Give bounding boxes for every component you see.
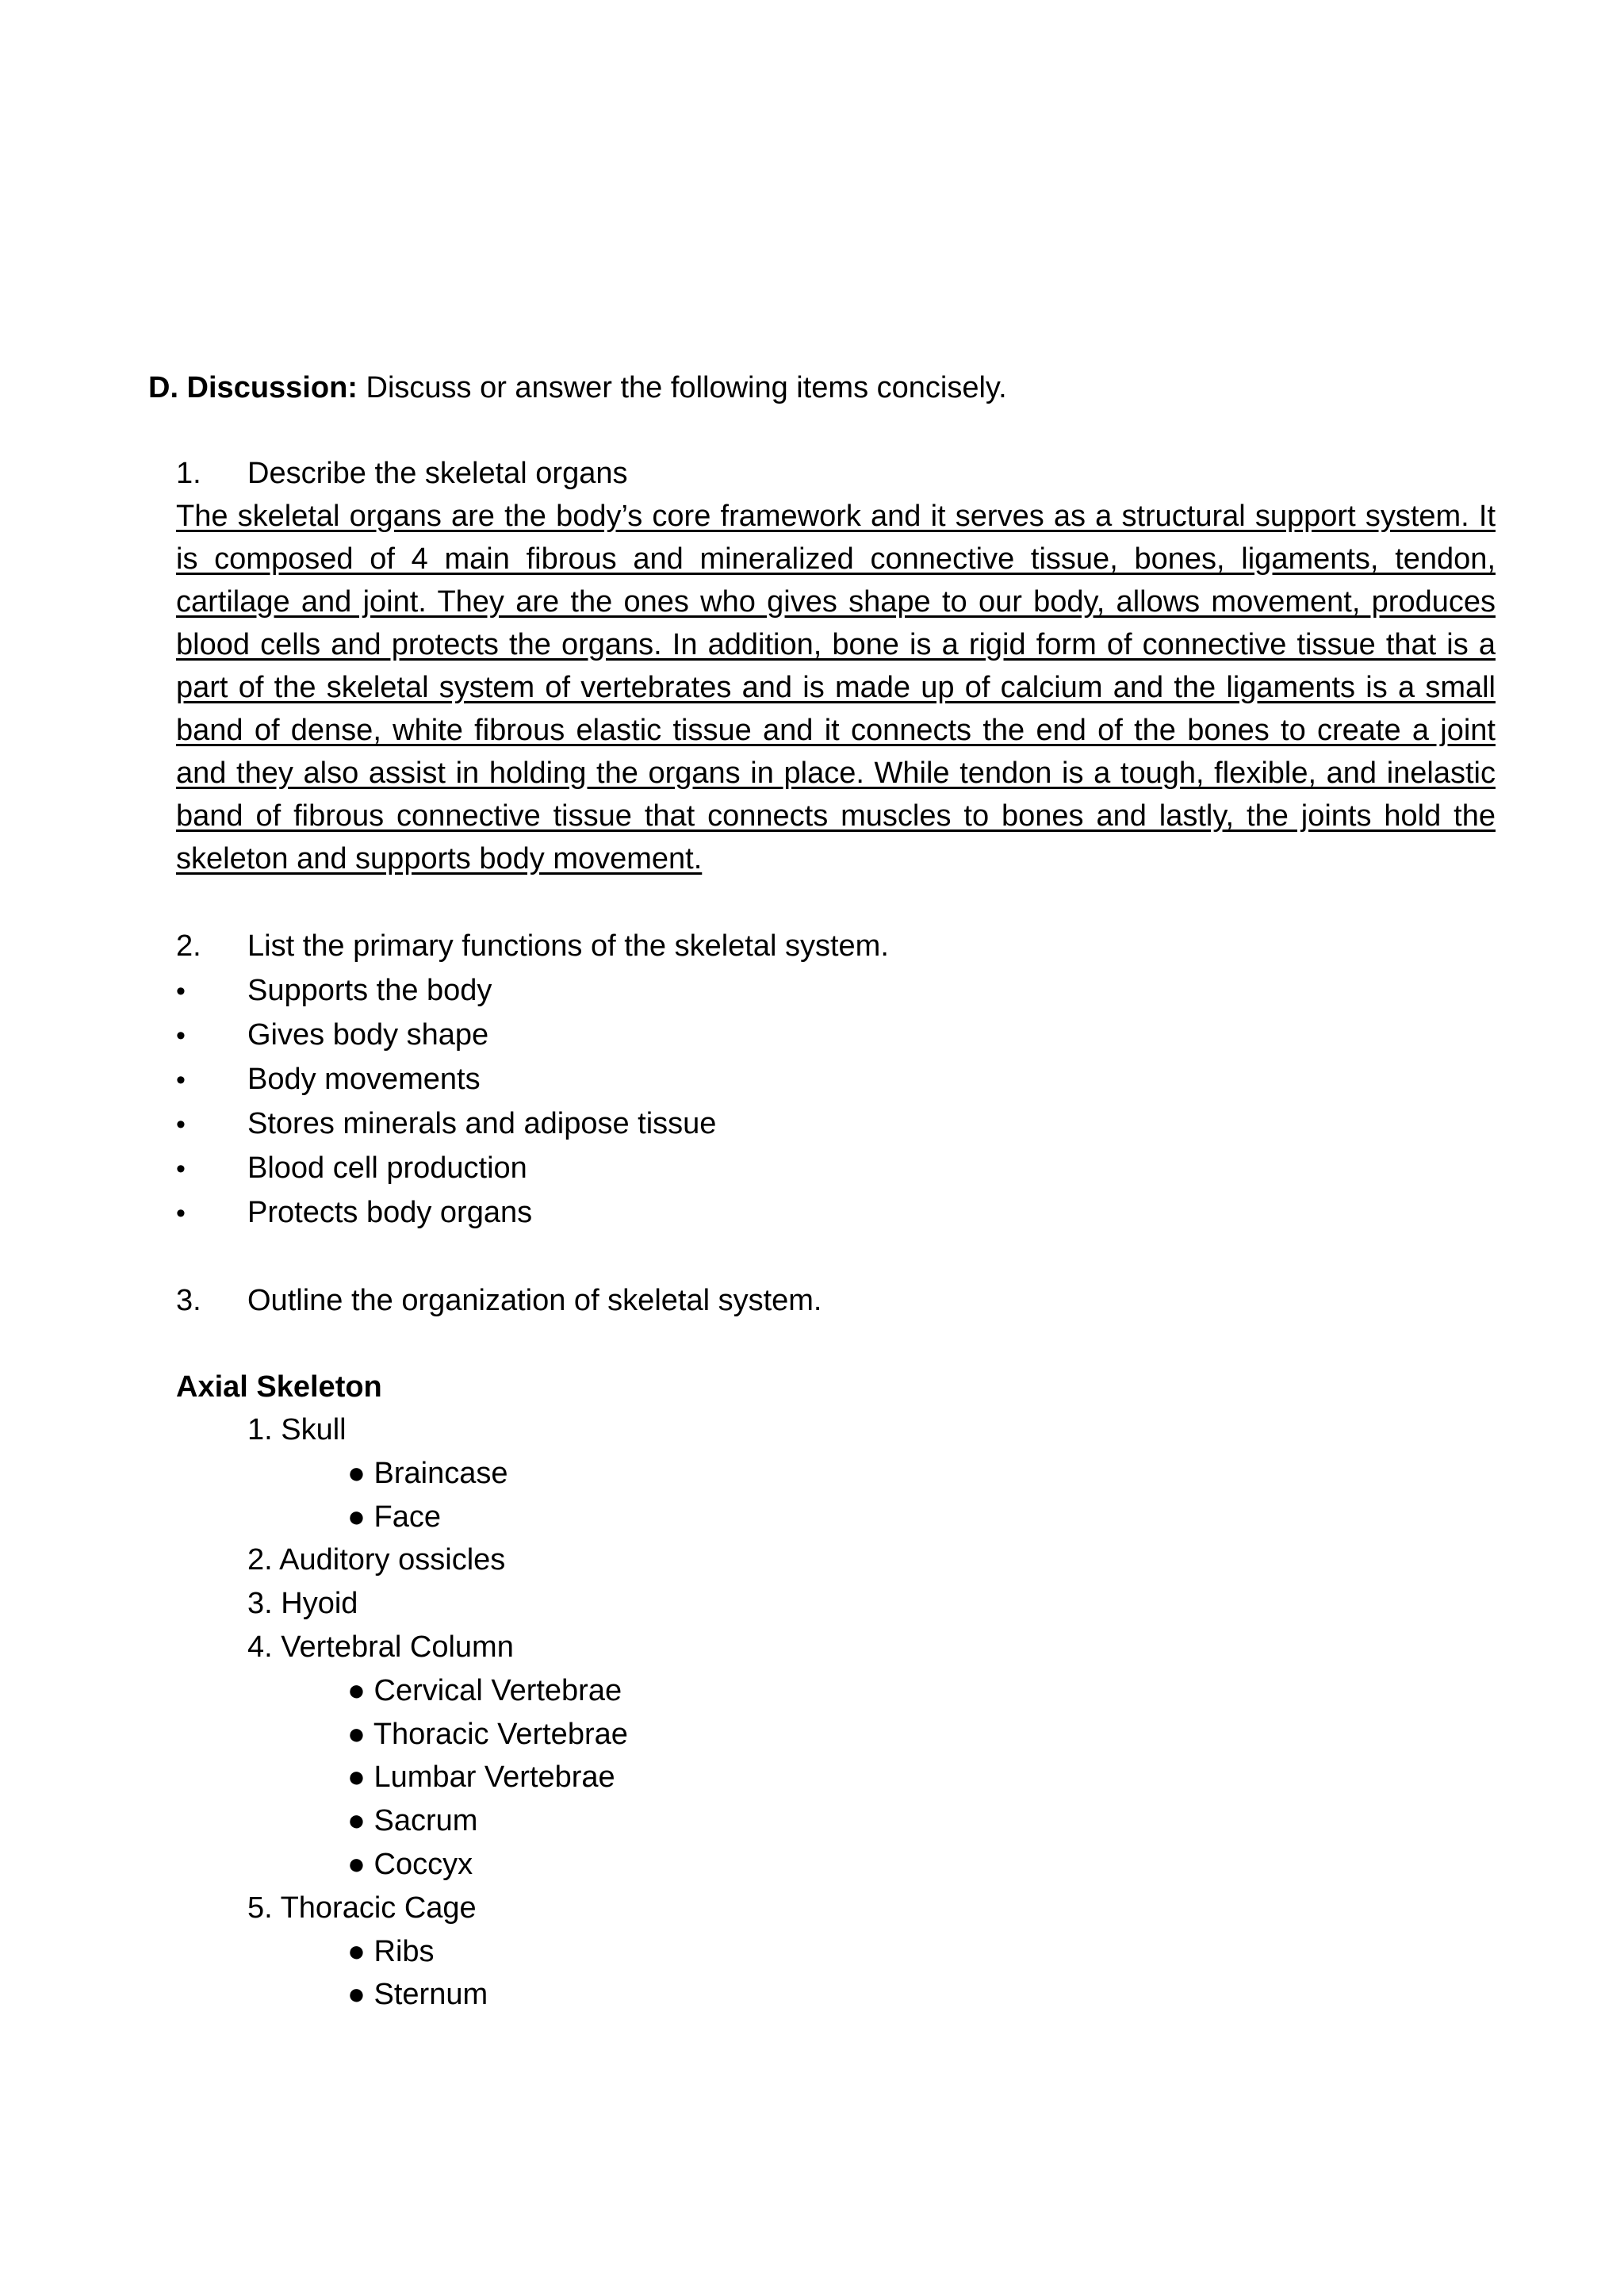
bullet-icon: • (176, 1109, 186, 1140)
outline-item: 4. Vertebral Column (247, 1630, 514, 1664)
outline-item: 3. Hyoid (247, 1587, 358, 1621)
axial-skeleton-title: Axial Skeleton (176, 1370, 382, 1404)
list-item: • Protects body organs (176, 1190, 716, 1235)
question-2 (176, 925, 889, 967)
bullet-icon: • (176, 1065, 186, 1095)
skeleton-outline (247, 1408, 628, 2017)
outline-subitem: ● Lumbar Vertebrae (347, 1761, 615, 1795)
outline-item: 2. Auditory ossicles (247, 1543, 506, 1577)
question-3-number: 3. (176, 1284, 201, 1317)
question-1-text: Describe the skeletal organs (247, 457, 628, 490)
question-1-answer: The skeletal organs are the body’s core framework and it serves as a structural support system. It is composed of 4 main fibrous and mineralized connective tissue, bones, ligaments, tendon, cartilage and joint. They are the ones who gives shape to our body, allows movement, produces blood cells and protects the organs. In addition, bone is a rigid form of connective tissue that is a part of the skeletal system of vertebrates and is made up of calcium and the ligaments is a small band of dense, white fibrous elastic tissue and it connects the end of the bones to create a joint and they also assist in holding the organs in place. While tendon is a tough, flexible, and inelastic band of fibrous connective tissue that connects muscles to bones and lastly, the joints hold the skeleton and supports body movement. (176, 500, 1496, 875)
outline-subitem: ● Braincase (347, 1456, 508, 1490)
section-heading (148, 366, 1007, 409)
outline-subitem: ● Coccyx (347, 1847, 473, 1881)
list-item: • Gives body shape (176, 1013, 716, 1057)
outline-subitem: ● Sternum (347, 1978, 488, 2012)
outline-subitem: ● Ribs (347, 1934, 435, 1968)
outline-subitem: ● Thoracic Vertebrae (347, 1717, 628, 1751)
bullet-icon: • (176, 1021, 186, 1051)
outline-item: 5. Thoracic Cage (247, 1891, 477, 1925)
list-item: • Supports the body (176, 968, 716, 1013)
outline-subitem: ● Face (347, 1500, 441, 1534)
question-1-number: 1. (176, 457, 201, 490)
bullet-icon: • (176, 976, 186, 1006)
question-2-text: List the primary functions of the skeletal system. (247, 929, 889, 963)
question-3 (176, 1279, 822, 1322)
list-item: • Body movements (176, 1057, 716, 1102)
question-2-number: 2. (176, 929, 201, 963)
section-label: D. Discussion: (148, 371, 358, 404)
question-1 (176, 452, 627, 495)
list-item: • Blood cell production (176, 1146, 716, 1190)
question-3-text: Outline the organization of skeletal system. (247, 1284, 822, 1317)
section-instruction: Discuss or answer the following items concisely. (357, 371, 1007, 404)
outline-subitem: ● Cervical Vertebrae (347, 1673, 622, 1707)
bullet-icon: • (176, 1154, 186, 1184)
list-item: • Stores minerals and adipose tissue (176, 1102, 716, 1146)
bullet-icon: • (176, 1198, 186, 1228)
outline-subitem: ● Sacrum (347, 1804, 478, 1838)
functions-list (176, 968, 716, 1235)
outline-item: 1. Skull (247, 1413, 347, 1446)
